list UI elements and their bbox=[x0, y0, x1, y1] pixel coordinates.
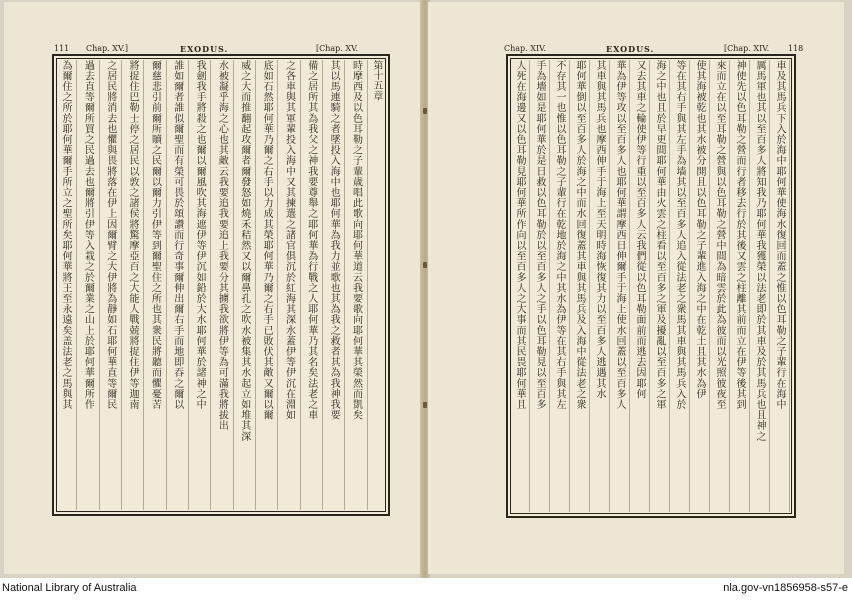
column-rule bbox=[629, 60, 630, 512]
text-column: 手為墻如是耶何華於是日救以色耳勒於以至百多人之手以色耳勒見以至百多 bbox=[534, 60, 545, 410]
chapter-heading: 第十五章 bbox=[370, 60, 382, 101]
column-rule bbox=[210, 60, 211, 510]
text-column: 華為伊等攻以至百多人也耶何華謂摩西日伸爾手于海上使水回蓋以至百多人 bbox=[614, 60, 625, 410]
text-column: 其車與其馬兵也摩西伸手于海上至天明時海恢復其力以至百多人逃遇其水 bbox=[594, 60, 605, 400]
text-column: 將捉住巴勒士停之居民以敦之諸侯將驚摩亞百之大能人戰兢將捉住伊等迦南 bbox=[127, 60, 139, 410]
column-rule bbox=[233, 60, 234, 510]
binding-stitch bbox=[423, 108, 427, 114]
text-column: 使其海被乾也其水被分開且以色耳勒之子輩進入海之中在乾土且其水為伊 bbox=[694, 60, 705, 400]
text-column: 海之中也且於早更間耶何華由火雲之柱看以至百多之軍及擾亂以至百多之軍 bbox=[654, 60, 665, 410]
column-rule bbox=[188, 60, 189, 510]
text-column: 水被凝乎海之心也其敵云我要追我要追上我要分其擄我欲將伊等為可滿我將拔出 bbox=[216, 60, 228, 431]
text-column: 來而立在以至耳勒之營與以色耳勒之營中間為暗雲於此為彼而以光照彼夜至 bbox=[714, 60, 725, 410]
column-rule bbox=[569, 60, 570, 512]
column-rule bbox=[277, 60, 278, 510]
text-column: 其以馬連騎之者墜投入海中也耶何華為我力並歌也其為我之救者其為我神我要 bbox=[328, 60, 340, 421]
text-column: 等在其右手與其左手為墙其以至百多人追入從法老之衆馬其車與其馬兵入於 bbox=[674, 60, 685, 410]
column-rule bbox=[769, 60, 770, 512]
column-rule bbox=[344, 60, 345, 510]
text-column: 底如石然耶何華乃爾之右手以力成其榮耶何華乃爾之右手已敗伏其敵又爾以爾 bbox=[261, 60, 273, 421]
column-rule bbox=[649, 60, 650, 512]
right-text-columns bbox=[512, 60, 790, 512]
right-chap-label-1: Chap. XIV. bbox=[504, 44, 547, 53]
column-rule bbox=[529, 60, 530, 512]
left-text-frame bbox=[52, 54, 390, 516]
column-rule bbox=[300, 60, 301, 510]
text-column: 不存其一也惟以色耳勒之子輩行在乾地於海之中其水為伊等在其右手與其左 bbox=[554, 60, 565, 410]
column-rule bbox=[729, 60, 730, 512]
binding-stitch bbox=[423, 402, 427, 408]
left-page-number: 111 bbox=[54, 44, 70, 53]
footer-library-name: National Library of Australia bbox=[2, 582, 137, 594]
right-chap-label-2: [Chap. XIV. bbox=[724, 44, 770, 53]
text-column: 之居民將消去也懼與畏將落在伊上因爾臂之大伊將為靜如石耶何華直等爾民 bbox=[104, 60, 116, 410]
column-rule bbox=[789, 60, 790, 512]
column-rule bbox=[143, 60, 144, 510]
text-column: 神使先以色耳勒之營而行者移去行於其後又雲之柱離其前而立在伊等後其到 bbox=[734, 60, 745, 410]
column-rule bbox=[99, 60, 100, 510]
column-rule bbox=[549, 60, 550, 512]
column-rule bbox=[322, 60, 323, 510]
text-column: 時摩西及以色耳勒之子輩歳唱此歌向耶何華道云我要歌向耶何華其榮然而凱矣 bbox=[350, 60, 362, 421]
column-rule bbox=[709, 60, 710, 512]
column-rule bbox=[609, 60, 610, 512]
footer-bar bbox=[0, 578, 852, 600]
footer-record-id: nla.gov-vn1856958-s57-e bbox=[723, 582, 848, 594]
left-text-columns bbox=[58, 60, 384, 510]
text-column: 厲馬軍也其以至百多人將知我乃耶何華我獲榮以法老即於其車及於其馬兵也且神之 bbox=[754, 60, 765, 442]
left-chap-label-2: [Chap. XV. bbox=[316, 44, 358, 53]
text-column: 我劍我手將殺之也爾以爾風吹其海遮伊等伊沉如鉛於大水耶何華於諸神之中 bbox=[194, 60, 206, 410]
left-running-title: EXODUS. bbox=[180, 44, 229, 54]
column-rule bbox=[121, 60, 122, 510]
right-running-title: EXODUS. bbox=[606, 44, 655, 54]
column-rule bbox=[749, 60, 750, 512]
text-column: 人死在海邊又以色耳勒見耶何華所作向以至百多人之大事而其民畏耶何華且 bbox=[514, 60, 525, 410]
text-column: 備之居所其為我父之神我要尊舉之耶何華為行戰之人耶何華乃其名矣法老之車 bbox=[305, 60, 317, 421]
right-text-frame bbox=[506, 54, 796, 518]
column-rule bbox=[76, 60, 77, 510]
column-rule bbox=[589, 60, 590, 512]
text-column: 耶何華倒以至百多人於海之中而水回復蓋其車與其馬兵及入海中從法老之衆 bbox=[574, 60, 585, 410]
right-page-number: 118 bbox=[788, 44, 804, 53]
text-column: 爾慈悲引前爾所贖之民爾以爾力引伊等到爾聖住之所也其衆民將聽而懼憂苦 bbox=[149, 60, 161, 410]
column-rule bbox=[689, 60, 690, 512]
text-column: 誰如爾者誰似爾聖而有榮可畏於頌讚而行奇事爾伸出爾右手而地即吞之爾以 bbox=[171, 60, 183, 410]
text-column: 車及其馬兵下入於海中耶何華使海水復回而蓋之惟以色耳勒之子輩行在海中 bbox=[774, 60, 785, 410]
left-chap-label-1: Chap. XV.] bbox=[86, 44, 128, 53]
column-rule bbox=[669, 60, 670, 512]
text-column: 又去其車之輪使伊等行重以至百多人云我們從以色耳勒面前而逃去因耶何 bbox=[634, 60, 645, 400]
column-rule bbox=[367, 60, 368, 510]
text-column: 為爾住之所於耶何華爾手所立之聖所矣耶何華將王至永遠矣盖法老之馬與其 bbox=[60, 60, 71, 410]
binding-stitch bbox=[423, 262, 427, 268]
column-rule bbox=[166, 60, 167, 510]
column-rule bbox=[255, 60, 256, 510]
text-column: 之各車與其軍輩投入海中又其揀選之諸官俱沉於紅海其深水蓋伊等伊沉在淵如 bbox=[283, 60, 295, 421]
text-column: 威之大而推翻起攻爾者爾發怒如燒禾秸然又以爾鼻孔之吹水被集其水起立如堆其深 bbox=[238, 60, 250, 442]
text-column: 過去直等爾所買之民過去也爾將引伊等入栽之於爾業之山上於耶何華爾所作 bbox=[82, 60, 94, 410]
